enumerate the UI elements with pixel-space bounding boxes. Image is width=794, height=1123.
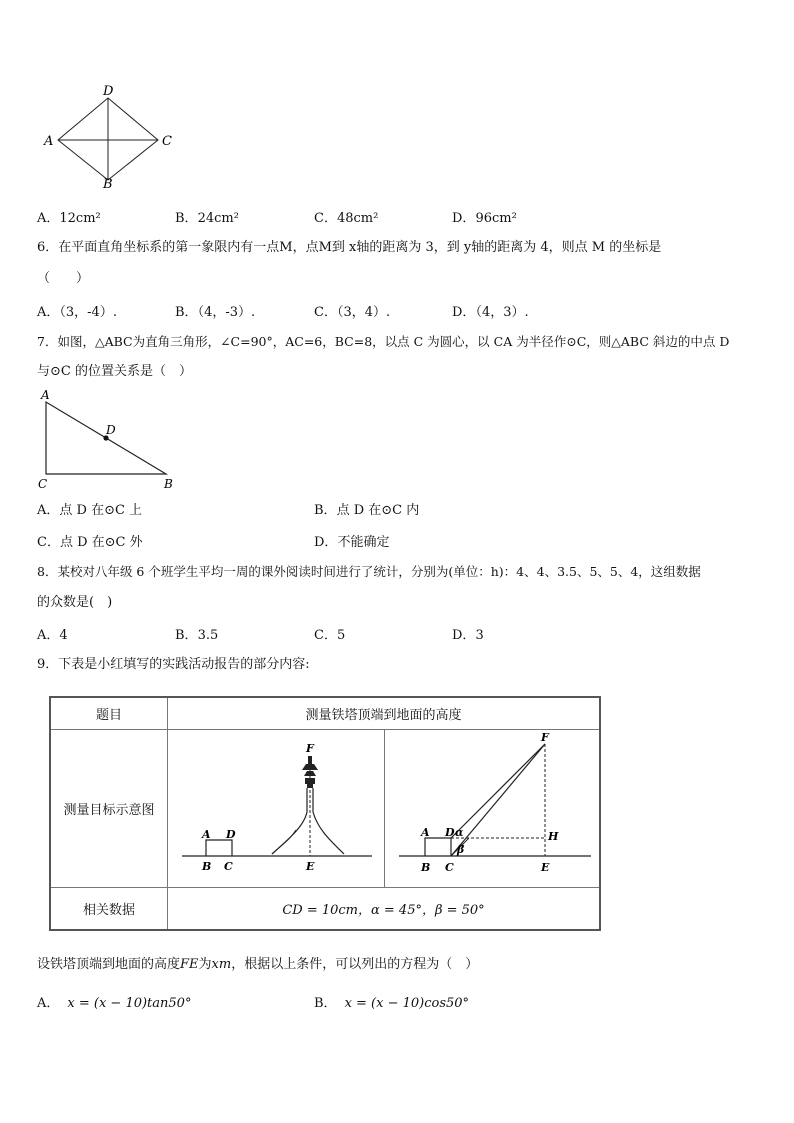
q7-option-b[interactable] (314, 499, 419, 518)
q7-stem-line2: 与⊙C 的位置关系是（ ） (37, 364, 192, 379)
tower-figure-2 (385, 730, 599, 886)
fig2-label-h: H (548, 830, 559, 843)
q6-paren: （ ） (37, 271, 90, 286)
option-text: 不能确定 (337, 535, 390, 550)
table-row-label-data: 相关数据 (50, 887, 168, 930)
option-text: 12cm² (59, 211, 101, 226)
fig2-label-beta: β (457, 843, 465, 856)
fig1-label-e: E (306, 860, 315, 873)
q6-option-a[interactable] (37, 301, 117, 320)
fig1-label-a: A (202, 828, 211, 841)
fig1-label-d: D (226, 828, 236, 841)
q6-option-d[interactable] (452, 301, 529, 320)
option-letter: A． (37, 628, 60, 643)
option-letter: A． (37, 211, 60, 226)
option-expr: x = (x − 10)tan50° (67, 996, 192, 1011)
after-var2: xm (211, 957, 232, 972)
after-suffix: ，根据以上条件，可以列出的方程为（ ） (231, 957, 479, 972)
option-text: 点 D 在⊙C 内 (336, 503, 420, 518)
fig1-label-f: F (306, 742, 314, 755)
q8-option-d[interactable] (452, 624, 484, 643)
fig2-label-d: D (445, 826, 455, 839)
after-var: FE (180, 957, 199, 972)
tower-figure-1 (168, 730, 382, 886)
option-text: 5 (336, 628, 346, 643)
option-letter: B． (175, 211, 198, 226)
q9-option-b[interactable] (314, 992, 469, 1011)
fig2-label-e: E (541, 861, 550, 874)
option-letter: B． (314, 996, 337, 1011)
q9-option-a[interactable] (37, 992, 191, 1011)
fig2-label-c: C (445, 861, 454, 874)
option-letter: C． (314, 211, 337, 226)
fig2-label-alpha: α (455, 826, 464, 839)
option-expr: x = (x − 10)cos50° (344, 996, 470, 1011)
q8-option-b[interactable] (175, 624, 218, 643)
q7-option-c[interactable] (37, 531, 143, 550)
right-triangle-figure (34, 386, 184, 494)
option-letter: A． (37, 305, 60, 320)
option-text: 点 D 在⊙C 外 (59, 535, 143, 550)
option-text: 3 (475, 628, 484, 643)
table-related-data: CD = 10cm，α = 45°，β = 50° (168, 887, 601, 930)
option-letter: C． (37, 535, 60, 550)
option-letter: A． (37, 503, 60, 518)
option-letter: B． (175, 628, 198, 643)
label-d: D (103, 84, 114, 99)
option-text: （3，-4）. (59, 305, 117, 320)
label-b: B (164, 477, 173, 491)
rhombus-figure (40, 84, 180, 190)
label-a: A (41, 388, 50, 402)
option-letter: B． (314, 503, 337, 518)
q5-option-a[interactable] (37, 207, 101, 226)
fig1-label-b: B (202, 860, 212, 873)
label-a: A (44, 134, 54, 149)
option-text: 点 D 在⊙C 上 (59, 503, 143, 518)
q7-option-a[interactable] (37, 499, 142, 518)
option-letter: C． (314, 628, 337, 643)
option-text: （3，4）. (336, 305, 391, 320)
q8-option-a[interactable] (37, 624, 68, 643)
table-row-label-diagram: 测量目标示意图 (50, 729, 168, 887)
option-text: 3.5 (197, 628, 219, 643)
q7-stem-line1: 7．如图，△ABC为直角三角形，∠C=90°，AC=6，BC=8，以点 C 为圆心，以 CA 为半径作⊙C，则△ABC 斜边的中点 D (37, 334, 730, 349)
label-c: C (38, 477, 48, 491)
fig2-label-a: A (421, 826, 430, 839)
q5-option-d[interactable] (452, 207, 517, 226)
label-d: D (106, 423, 116, 437)
q8-stem-line1: 8．某校对八年级 6 个班学生平均一周的课外阅读时间进行了统计，分别为(单位：h)：4、4、3.5、5、5、4，这组数据 (37, 564, 701, 579)
table-header-title: 测量铁塔顶端到地面的高度 (168, 697, 601, 729)
tower-diagram-cell-2 (385, 729, 601, 887)
table-header-label: 题目 (50, 697, 168, 729)
option-letter: B． (175, 305, 198, 320)
fig2-label-b: B (421, 861, 431, 874)
after-prefix: 设铁塔顶端到地面的高度 (37, 957, 181, 972)
q9-stem: 9．下表是小红填写的实践活动报告的部分内容: (37, 657, 310, 672)
report-table (49, 696, 601, 931)
option-text: 48cm² (336, 211, 379, 226)
after-mid: 为 (198, 957, 212, 972)
option-letter: D． (452, 211, 476, 226)
fig1-label-c: C (224, 860, 233, 873)
fig2-label-f: F (541, 731, 549, 744)
q9-after-text (37, 955, 478, 975)
option-letter: D． (452, 628, 476, 643)
label-b: B (103, 177, 113, 190)
q5-option-c[interactable] (314, 207, 378, 226)
option-text: （4，-3）. (197, 305, 256, 320)
option-text: 96cm² (475, 211, 517, 226)
label-c: C (162, 134, 172, 149)
q5-option-b[interactable] (175, 207, 239, 226)
q8-option-c[interactable] (314, 624, 345, 643)
q6-option-b[interactable] (175, 301, 255, 320)
q7-option-d[interactable] (314, 531, 389, 550)
q6-stem: 6．在平面直角坐标系的第一象限内有一点M，点M到 x轴的距离为 3，到 y轴的距离为 4，则点 M 的坐标是 (37, 240, 662, 255)
q8-stem-line2: 的众数是( ) (37, 595, 113, 610)
option-text: （4，3）. (475, 305, 529, 320)
q6-option-c[interactable] (314, 301, 390, 320)
option-letter: D． (452, 305, 476, 320)
option-letter: A． (37, 996, 60, 1011)
tower-diagram-cell-1 (168, 729, 385, 887)
option-letter: C． (314, 305, 337, 320)
option-text: 24cm² (197, 211, 239, 226)
option-text: 4 (59, 628, 68, 643)
option-letter: D． (314, 535, 338, 550)
